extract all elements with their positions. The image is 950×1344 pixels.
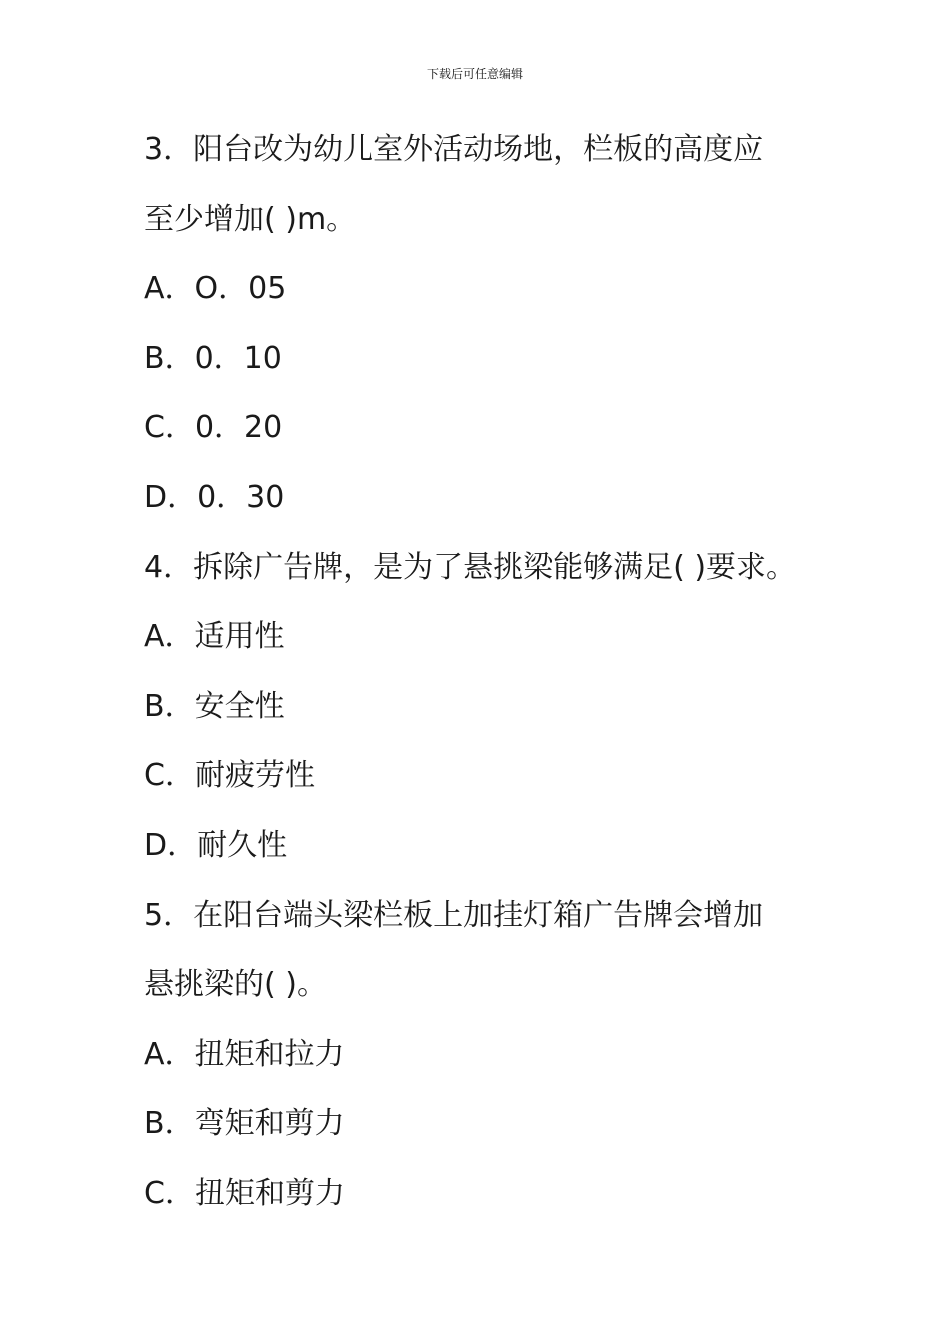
option-c: C．耐疲劳性 xyxy=(144,758,315,794)
question-5 xyxy=(144,881,864,1229)
option-a: A．适用性 xyxy=(144,619,285,655)
question-stem: 5．在阳台端头梁栏板上加挂灯箱广告牌会增加 xyxy=(144,897,764,933)
option-a: A．扭矩和拉力 xyxy=(144,1036,345,1072)
option-a: A．O．05 xyxy=(144,271,287,307)
option-c: C．0．20 xyxy=(144,410,283,446)
question-stem: 至少增加( )m。 xyxy=(144,201,357,237)
question-4 xyxy=(144,533,864,881)
option-b: B．弯矩和剪力 xyxy=(144,1106,345,1142)
question-stem: 4．拆除广告牌，是为了悬挑梁能够满足( )要求。 xyxy=(144,549,797,585)
page-header: 下载后可任意编辑 xyxy=(426,67,523,81)
option-d: D．0．30 xyxy=(144,479,285,515)
option-b: B．0．10 xyxy=(144,340,282,376)
option-c: C．扭矩和剪力 xyxy=(144,1175,345,1211)
question-stem: 3．阳台改为幼儿室外活动场地，栏板的高度应 xyxy=(144,132,764,167)
option-d: D．耐久性 xyxy=(144,827,288,863)
option-b: B．安全性 xyxy=(144,688,285,724)
question-stem: 悬挑梁的( )。 xyxy=(144,967,327,1003)
question-3 xyxy=(144,115,864,533)
document-body xyxy=(144,115,864,1229)
